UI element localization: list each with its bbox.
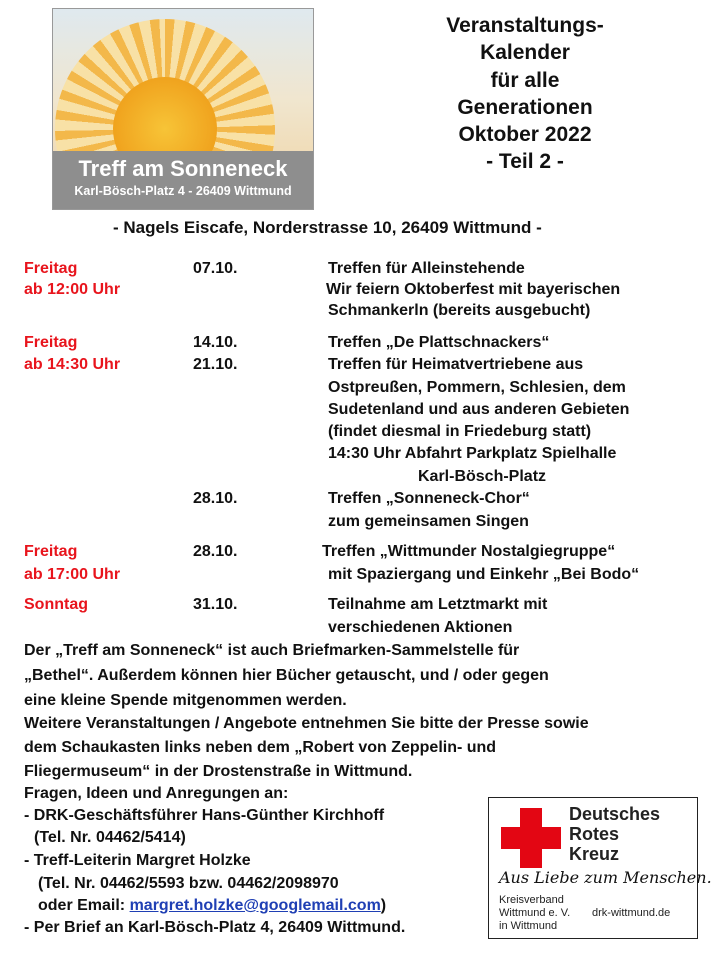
info-line: eine kleine Spende mitgenommen werden. xyxy=(24,692,347,709)
event-text: (findet diesmal in Friedeburg statt) xyxy=(328,423,592,440)
drk-org-line: in Wittmund xyxy=(499,920,558,932)
event-time: ab 17:00 Uhr xyxy=(24,566,121,583)
page-title xyxy=(410,12,640,176)
info-line: Fliegermuseum“ in der Drostenstraße in Wittmund. xyxy=(24,763,413,780)
event-text: Treffen „Sonneneck-Chor“ xyxy=(328,490,530,507)
event-date: 07.10. xyxy=(193,260,238,277)
drk-name-line: Rotes xyxy=(569,824,620,844)
event-text: Ostpreußen, Pommern, Schlesien, dem xyxy=(328,379,626,396)
email-label: oder Email: xyxy=(38,897,130,914)
logo-address: Karl-Bösch-Platz 4 - 26409 Wittmund xyxy=(74,184,292,198)
event-text: Treffen „De Plattschnackers“ xyxy=(328,334,550,351)
drk-org-line: Kreisverband xyxy=(499,894,564,906)
event-text: Treffen für Heimatvertriebene aus xyxy=(328,356,584,373)
red-cross-bar xyxy=(501,827,561,849)
event-time: ab 14:30 Uhr xyxy=(24,356,121,373)
title-line: Generationen xyxy=(457,95,593,119)
event-date: 14.10. xyxy=(193,334,238,351)
event-text: Treffen „Wittmunder Nostalgiegruppe“ xyxy=(322,543,616,560)
event-day: Sonntag xyxy=(24,596,88,613)
event-text: mit Spaziergang und Einkehr „Bei Bodo“ xyxy=(328,566,640,583)
drk-logo xyxy=(488,797,712,939)
event-date: 31.10. xyxy=(193,596,238,613)
info-line: Weitere Veranstaltungen / Angebote entnehmen Sie bitte der Presse sowie xyxy=(24,715,589,732)
drk-name xyxy=(569,804,660,864)
drk-name-line: Kreuz xyxy=(569,844,620,864)
drk-slogan: Aus Liebe zum Menschen. xyxy=(499,868,712,887)
treff-logo xyxy=(52,8,314,210)
title-line: Oktober 2022 xyxy=(458,123,592,147)
title-line: Veranstaltungs- xyxy=(446,14,604,37)
event-date: 28.10. xyxy=(193,543,238,560)
event-text: Treffen für Alleinstehende xyxy=(328,260,525,277)
email-link[interactable]: margret.holzke@googlemail.com xyxy=(129,897,381,914)
drk-website: drk-wittmund.de xyxy=(592,907,671,919)
drk-name-line: Deutsches xyxy=(569,804,661,824)
info-line: „Bethel“. Außerdem können hier Bücher getauscht, und / oder gegen xyxy=(24,667,549,684)
event-text: Teilnahme am Letztmarkt mit xyxy=(328,596,548,613)
info-line: Der „Treff am Sonneneck“ ist auch Briefmarken-Sammelstelle für xyxy=(24,642,520,659)
info-line-email xyxy=(38,895,386,916)
info-line: Fragen, Ideen und Anregungen an: xyxy=(24,785,289,802)
info-line: - Treff-Leiterin Margret Holzke xyxy=(24,852,251,869)
event-text: verschiedenen Aktionen xyxy=(328,619,513,636)
email-close: ) xyxy=(380,897,387,914)
event-text: 14:30 Uhr Abfahrt Parkplatz Spielhalle xyxy=(328,445,617,462)
title-line: für alle xyxy=(490,68,560,92)
title-line: - Teil 2 - xyxy=(486,150,564,174)
event-text: Sudetenland und aus anderen Gebieten xyxy=(328,401,630,418)
drk-org-line: Wittmund e. V. xyxy=(499,907,571,919)
logo-plate xyxy=(53,151,313,209)
event-date: 21.10. xyxy=(193,356,238,373)
event-time: ab 12:00 Uhr xyxy=(24,281,121,298)
event-text: Karl-Bösch-Platz xyxy=(418,468,547,485)
event-text: Wir feiern Oktoberfest mit bayerischen xyxy=(326,281,621,298)
title-line: Kalender xyxy=(480,41,570,65)
event-day: Freitag xyxy=(24,543,78,560)
info-line: (Tel. Nr. 04462/5593 bzw. 04462/2098970 xyxy=(38,875,339,892)
event-text: zum gemeinsamen Singen xyxy=(328,513,529,530)
info-line: dem Schaukasten links neben dem „Robert von Zeppelin- und xyxy=(24,739,497,756)
event-day: Freitag xyxy=(24,334,78,351)
event-date: 28.10. xyxy=(193,490,238,507)
venue-line: - Nagels Eiscafe, Norderstrasse 10, 26409 Wittmund - xyxy=(113,218,542,237)
info-line: (Tel. Nr. 04462/5414) xyxy=(34,829,186,846)
info-line: - DRK-Geschäftsführer Hans-Günther Kirchhoff xyxy=(24,807,385,824)
info-line: - Per Brief an Karl-Bösch-Platz 4, 26409 Wittmund. xyxy=(24,919,406,936)
logo-title: Treff am Sonneneck xyxy=(78,156,288,181)
event-day: Freitag xyxy=(24,260,78,277)
event-text: Schmankerln (bereits ausgebucht) xyxy=(328,302,591,319)
